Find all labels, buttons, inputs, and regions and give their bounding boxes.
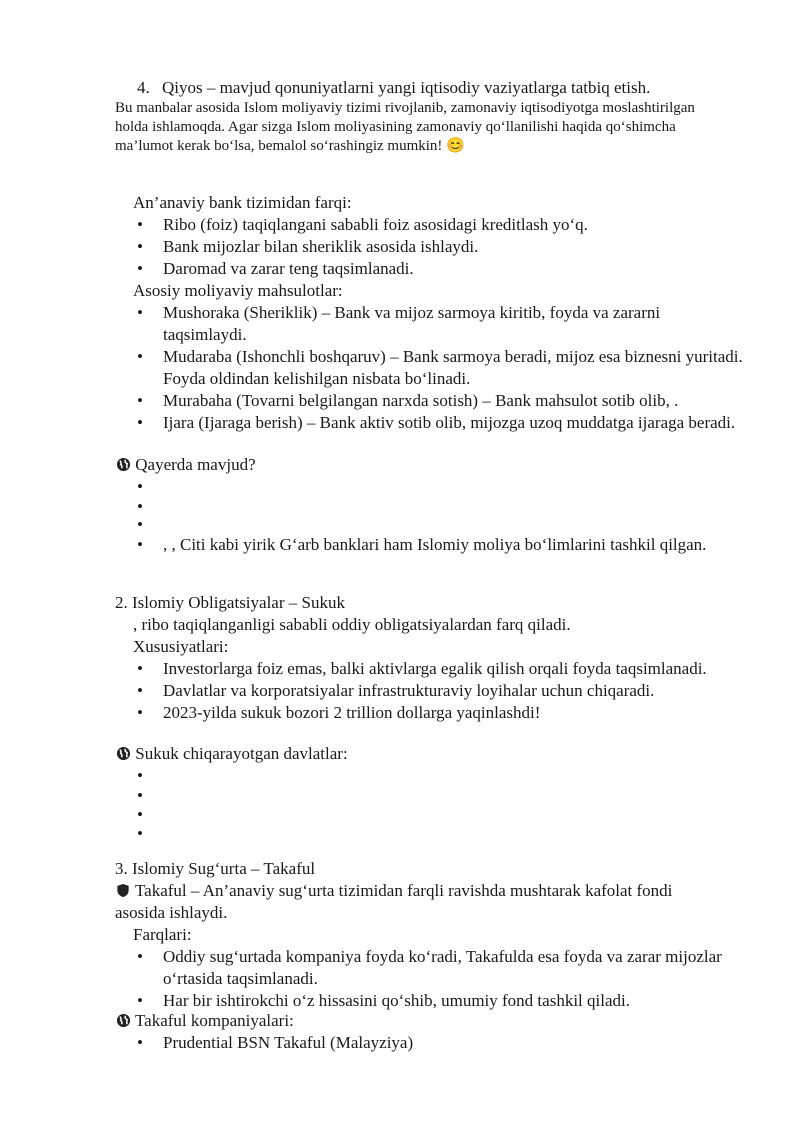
takaful-description: Takaful – An’anaviy sug‘urta tizimidan farqli ravishda mushtarak kafolat fondi: [115, 880, 800, 902]
section-subheading: Asosiy moliyaviy mahsulotlar:: [133, 281, 343, 300]
shield-icon: [115, 880, 131, 902]
globe-icon: [115, 743, 131, 765]
bullet-list: [0, 946, 800, 1012]
note-paragraph: [115, 99, 800, 156]
list-item: • Bank mijozlar bilan sheriklik asosida ishlaydi.: [137, 237, 479, 256]
section-subheading: Xususiyatlari:: [133, 637, 229, 656]
list-item: • Ijara (Ijaraga berish) – Bank aktiv sotib olib, mijozga uzoq muddatga ijaraga beradi.: [137, 413, 736, 432]
list-item: • Daromad va zarar teng taqsimlanadi.: [137, 259, 414, 278]
item-number: 4.: [137, 78, 150, 97]
takaful-description-cont: asosida ishlaydi.: [115, 903, 228, 922]
where-heading: Qayerda mavjud?: [115, 454, 800, 476]
list-item: •: [137, 805, 143, 824]
bullet-list: [0, 1032, 800, 1054]
list-item: • Mushoraka (Sheriklik) – Bank va mijoz sarmoya kiritib, foyda va zararni taqsimlaydi.: [137, 303, 661, 344]
list-item: •: [137, 515, 143, 534]
list-item: •: [137, 824, 143, 843]
list-item: •: [137, 766, 143, 785]
bullet-list: [0, 476, 800, 556]
list-item: • Investorlarga foiz emas, balki aktivlarga egalik qilish orqali foyda taqsimlanadi.: [137, 659, 707, 678]
companies-heading: Takaful kompaniyalari:: [115, 1010, 800, 1032]
list-item: • Ribo (foiz) taqiqlangani sababli foiz asosidagi kreditlash yo‘q.: [137, 215, 588, 234]
list-item: • Prudential BSN Takaful (Malayziya): [137, 1033, 414, 1052]
list-item: • Davlatlar va korporatsiyalar infrastrukturaviy loyihalar uchun chiqaradi.: [137, 681, 655, 700]
list-item: •: [137, 786, 143, 805]
bullet-list: [0, 765, 800, 843]
globe-icon: [115, 454, 131, 476]
countries-heading: Sukuk chiqarayotgan davlatlar:: [115, 743, 800, 765]
section-heading: 3. Islomiy Sug‘urta – Takaful: [115, 859, 316, 878]
list-item: • , , Citi kabi yirik G‘arb banklari ham Islomiy moliya bo‘limlarini tashkil qilgan.: [137, 535, 707, 554]
note-line: Bu manbalar asosida Islom moliyaviy tizimi rivojlanib, zamonaviy iqtisodiyotga moslashtirilgan: [115, 100, 695, 116]
bullet-list: [0, 302, 800, 434]
section-subheading: Farqlari:: [133, 925, 192, 944]
bullet-list: [0, 658, 800, 724]
list-item: • Oddiy sug‘urtada kompaniya foyda ko‘radi, Takafulda esa foyda va zarar mijozlar o‘rtasida taqsimlanadi.: [137, 947, 722, 988]
item-text: Qiyos – mavjud qonuniyatlarni yangi iqtisodiy vaziyatlarga tatbiq etish.: [162, 78, 651, 97]
globe-icon: [115, 1010, 131, 1032]
list-item: • 2023-yilda sukuk bozori 2 trillion dollarga yaqinlashdi!: [137, 703, 541, 722]
list-item: • Mudaraba (Ishonchli boshqaruv) – Bank sarmoya beradi, mijoz esa biznesni yuritadi. Foyda oldindan kelishilgan nisbata bo‘linadi.: [137, 347, 743, 388]
list-item: • Murabaha (Tovarni belgilangan narxda sotish) – Bank mahsulot sotib olib, .: [137, 391, 679, 410]
section-heading: 2. Islomiy Obligatsiyalar – Sukuk: [115, 593, 345, 612]
section-description: , ribo taqiqlanganligi sababli oddiy obligatsiyalardan farq qiladi.: [133, 615, 571, 634]
list-item: •: [137, 477, 143, 496]
list-item: • Har bir ishtirokchi o‘z hissasini qo‘shib, umumiy fond tashkil qiladi.: [137, 991, 630, 1010]
section-subheading: An’anaviy bank tizimidan farqi:: [133, 193, 352, 212]
note-line: ma’lumot kerak bo‘lsa, bemalol so‘rashingiz mumkin! 😊: [115, 138, 465, 154]
list-item: •: [137, 497, 143, 516]
bullet-list: [0, 214, 800, 280]
note-line: holda ishlamoqda. Agar sizga Islom moliyasining zamonaviy qo‘llanilishi haqida qo‘shimcha: [115, 119, 676, 135]
